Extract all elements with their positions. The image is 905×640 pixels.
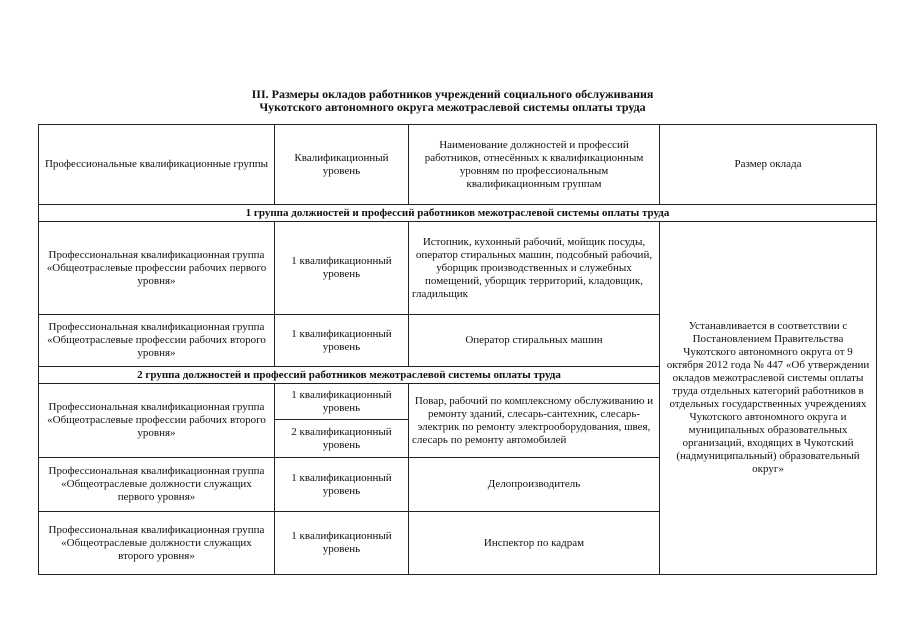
positions-cell: Истопник, кухонный рабочий, мойщик посуды, оператор стиральных машин, подсобный рабочий, уборщик производственных и служебных помещений, уборщик территорий, кладовщик, гладильщик <box>409 222 660 315</box>
header-level: Квалификационный уровень <box>275 125 409 205</box>
level-cell: 1 квалификационный уровень <box>275 458 409 512</box>
level-cell: 1 квалификационный уровень <box>275 222 409 315</box>
header-row <box>39 125 877 205</box>
pkg-cell: Профессиональная квалификационная группа «Общеотраслевые профессии рабочих второго уровня» <box>39 315 275 367</box>
level-cell: 1 квалификационный уровень <box>275 315 409 367</box>
positions-cell: Повар, рабочий по комплексному обслуживанию и ремонту зданий, слесарь-сантехник, слесарь-электрик по ремонту электрооборудования, швея, слесарь по ремонту автомобилей <box>409 384 660 458</box>
table-row <box>39 222 877 315</box>
pkg-cell: Профессиональная квалификационная группа «Общеотраслевые профессии рабочих второго уровня» <box>39 384 275 458</box>
pkg-cell: Профессиональная квалификационная группа «Общеотраслевые должности служащих второго уровня» <box>39 512 275 575</box>
positions-cell: Делопроизводитель <box>409 458 660 512</box>
title-line-2: Чукотского автономного округа межотраслевой системы оплаты труда <box>259 100 646 114</box>
group-1-heading-row <box>39 205 877 222</box>
pkg-cell: Профессиональная квалификационная группа «Общеотраслевые должности служащих первого уровня» <box>39 458 275 512</box>
group-2-heading: 2 группа должностей и профессий работников межотраслевой системы оплаты труда <box>39 367 660 384</box>
positions-cell: Оператор стиральных машин <box>409 315 660 367</box>
document-title <box>0 88 905 114</box>
level-cell: 2 квалификационный уровень <box>275 420 409 458</box>
level-cell: 1 квалификационный уровень <box>275 384 409 420</box>
salary-table <box>38 124 877 575</box>
header-salary: Размер оклада <box>660 125 877 205</box>
header-positions: Наименование должностей и профессий работников, отнесённых к квалификационным уровням по профессиональным квалификационным группам <box>409 125 660 205</box>
salary-note-cell: Устанавливается в соответствии с Постановлением Правительства Чукотского автономного округа от 9 октября 2012 года № 447 «Об утверждении окладов межотраслевой системы оплаты труда отдельных категорий работников в отдельных государственных учреждениях Чукотского автономного округа и муниципальных образовательных организаций, входящих в Чукотский (надмуниципальный) образовательный округ» <box>660 222 877 575</box>
title-line-1: III. Размеры окладов работников учреждений социального обслуживания <box>251 87 654 101</box>
group-1-heading: 1 группа должностей и профессий работников межотраслевой системы оплаты труда <box>39 205 877 222</box>
positions-cell: Инспектор по кадрам <box>409 512 660 575</box>
level-cell: 1 квалификационный уровень <box>275 512 409 575</box>
pkg-cell: Профессиональная квалификационная группа «Общеотраслевые профессии рабочих первого уровня» <box>39 222 275 315</box>
header-pkg: Профессиональные квалификационные группы <box>39 125 275 205</box>
